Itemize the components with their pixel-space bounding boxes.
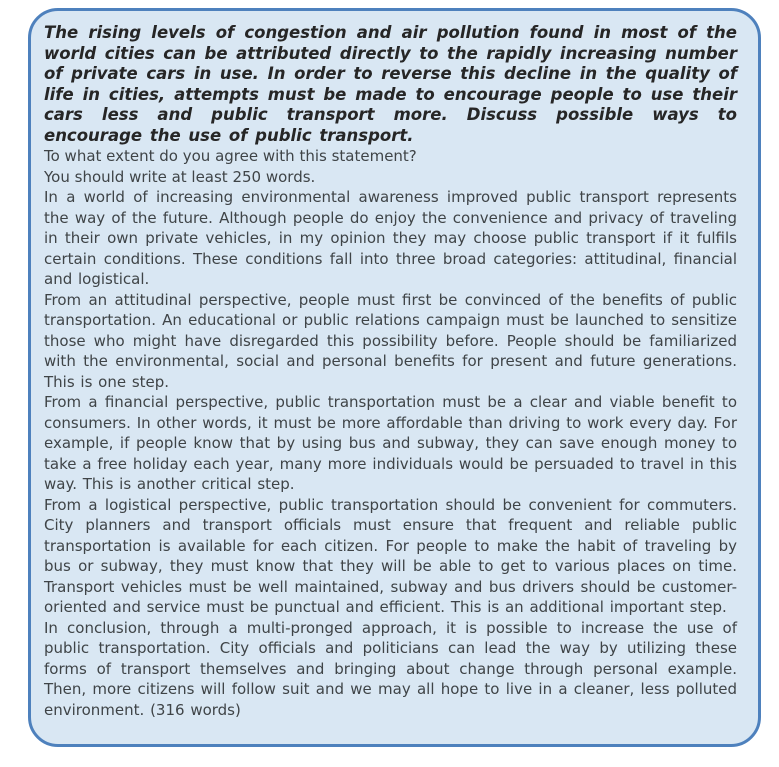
essay-question-prompt: The rising levels of congestion and air pollution found in most of the world cities can be attributed directly to the rapidly increasing number of private cars in use. In order to reverse this decline in the quality of life in cities, attempts must be made to encourage people to use their cars less and public transport more. Discuss possible ways to encourage the use of public transport. <box>44 23 737 145</box>
essay-paragraph-attitudinal: From an attitudinal perspective, people must first be convinced of the benefits of public transportation. An educational or public relations campaign must be launched to sensitize those who might have disregarded this possibility before. People should be familiarized with the environmental, social and personal benefits for present and future generations. This is one step. <box>44 290 737 391</box>
essay-paragraph-financial: From a financial perspective, public transportation must be a clear and viable benefit to consumers. In other words, it must be more affordable than driving to work every day. For example, if people know that by using bus and subway, they can save enough money to take a free holiday each year, many more individuals would be persuaded to travel in this way. This is another critical step. <box>44 393 737 493</box>
essay-paragraph-conclusion: In conclusion, through a multi-pronged approach, it is possible to increase the use of public transportation. City officials and politicians can lead the way by utilizing these forms of transport themselves and bringing about change through personal example. Then, more citizens will follow suit and we may all hope to live in a cleaner, less polluted environment. (316 words) <box>44 618 737 719</box>
essay-paragraph-introduction: In a world of increasing environmental awareness improved public transport represents the way of the future. Although people do enjoy the convenience and privacy of traveling in their own private vehicles, in my opinion they may choose public transport if it fulfils certain conditions. These conditions fall into three broad categories: attitudinal, financial and logistical. <box>44 188 737 288</box>
instruction-agree-statement: To what extent do you agree with this statement? <box>44 147 417 165</box>
essay-paragraph-logistical: From a logistical perspective, public transportation should be convenient for commuters. City planners and transport officials must ensure that frequent and reliable public transportation is available for each citizen. For people to make the habit of traveling by bus or subway, they must know that they will be able to get to various places on time. Transport vehicles must be well maintained, subway and bus drivers should be customer-oriented and service must be punctual and efficient. This is an additional important step. <box>44 495 737 616</box>
instruction-word-minimum: You should write at least 250 words. <box>44 167 316 186</box>
essay-card <box>28 8 761 747</box>
